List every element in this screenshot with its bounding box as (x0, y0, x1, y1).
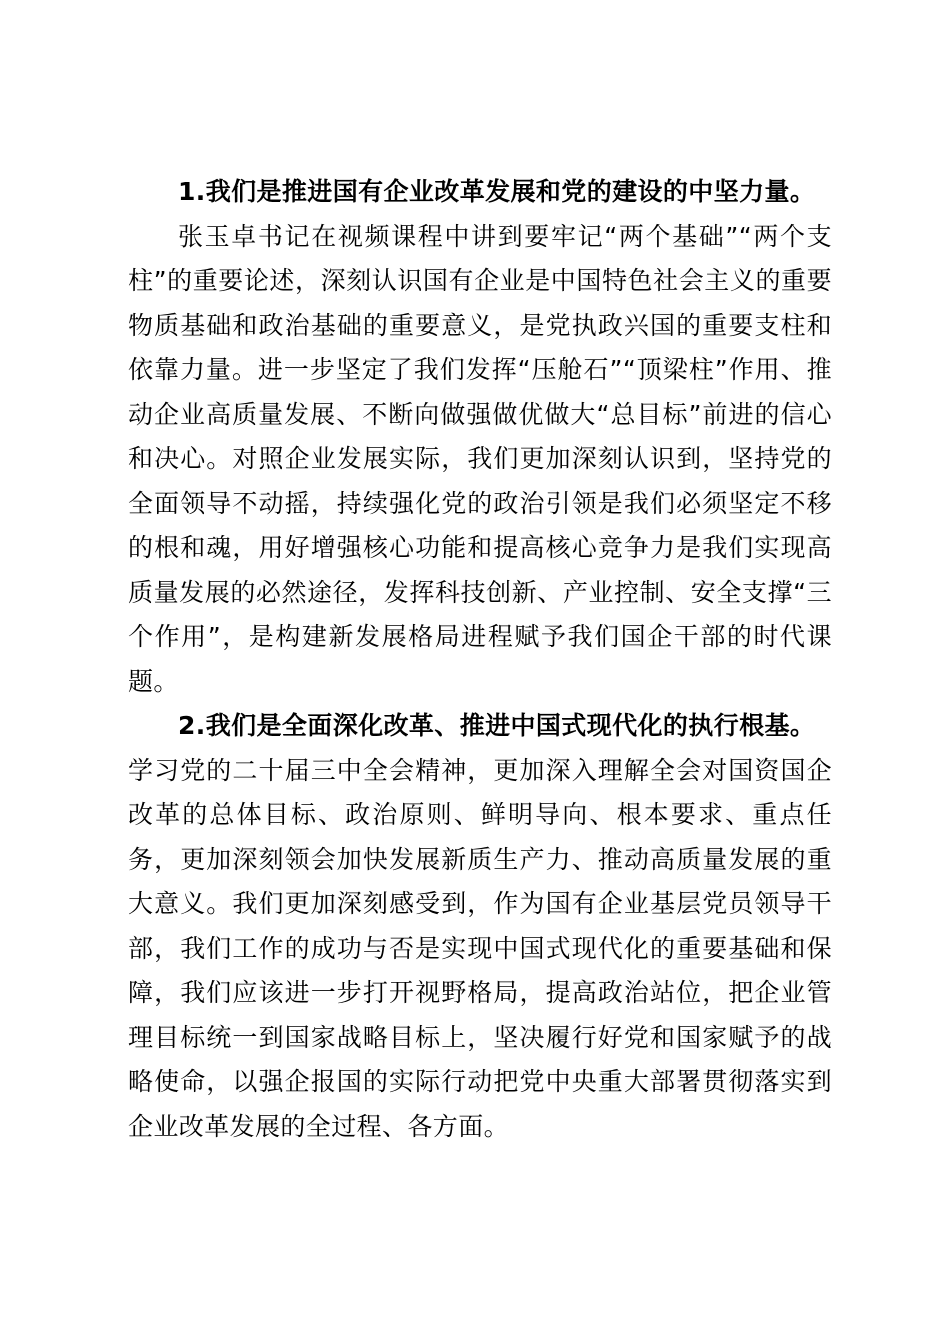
section-1-heading: 1.我们是推进国有企业改革发展和党的建设的中坚力量。 (178, 177, 816, 206)
document-body (128, 170, 832, 1149)
section-1-paragraph: 张玉卓书记在视频课程中讲到要牢记“两个基础”“两个支柱”的重要论述，深刻认识国有企业是中国特色社会主义的重要物质基础和政治基础的重要意义，是党执政兴国的重要支柱和依靠力量。进一步坚定了我们发挥“压舱石”“顶梁柱”作用、推动企业高质量发展、不断向做强做优做大“总目标”前进的信心和决心。对照企业发展实际，我们更加深刻认识到，坚持党的全面领导不动摇，持续强化党的政治引领是我们必须坚定不移的根和魂，用好增强核心功能和提高核心竞争力是我们实现高质量发展的必然途径，发挥科技创新、产业控制、安全支撑“三个作用”，是构建新发展格局进程赋予我们国企干部的时代课题。 (128, 221, 832, 696)
section-2-paragraph: 学习党的二十届三中全会精神，更加深入理解全会对国资国企改革的总体目标、政治原则、鲜明导向、根本要求、重点任务，更加深刻领会加快发展新质生产力、推动高质量发展的重大意义。我们更加深刻感受到，作为国有企业基层党员领导干部，我们工作的成功与否是实现中国式现代化的重要基础和保障，我们应该进一步打开视野格局，提高政治站位，把企业管理目标统一到国家战略目标上，坚决履行好党和国家赋予的战略使命，以强企报国的实际行动把党中央重大部署贯彻落实到企业改革发展的全过程、各方面。 (128, 755, 832, 1141)
section-2-heading: 2.我们是全面深化改革、推进中国式现代化的执行根基。 (178, 711, 816, 740)
